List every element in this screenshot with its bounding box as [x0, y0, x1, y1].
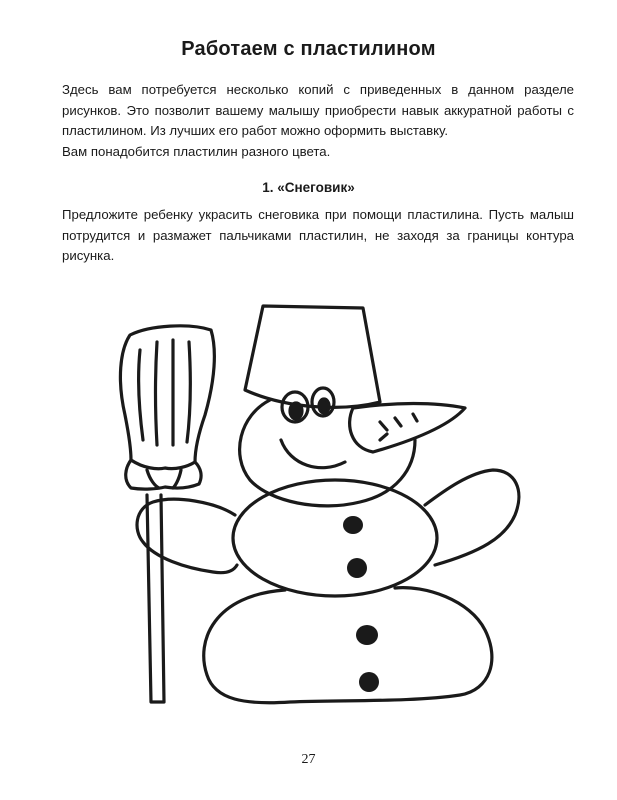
carrot-nose	[350, 404, 465, 453]
snowman-buttons	[343, 516, 379, 692]
intro-paragraph-1: Здесь вам потребуется несколько копий с приведенных в данном разделе рисунков. Это позволит вашему малышу приобрести навык аккуратной работы с пластилином. Из лучших его работ можно оформить выставку.	[62, 82, 574, 138]
snowman-left-arm	[137, 499, 237, 573]
snowman-smile	[281, 440, 345, 468]
broom-stick	[147, 495, 164, 702]
task-text	[62, 205, 574, 267]
section-heading: 1. «Снеговик»	[262, 180, 355, 195]
page-title: Работаем с пластилином	[181, 38, 436, 60]
broom-head	[120, 326, 214, 489]
task-paragraph: Предложите ребенку украсить снеговика при помощи пластилина. Пусть малыш потрудится и размажет пальчиками пластилин, не заходя за границы контура рисунка.	[62, 207, 574, 263]
snowman-right-arm	[425, 470, 519, 565]
intro-text	[62, 80, 574, 162]
intro-paragraph-2: Вам понадобится пластилин разного цвета.	[62, 143, 331, 159]
bucket-hat	[245, 306, 380, 407]
page-number: 27	[301, 752, 316, 767]
snowman-bottom-ball	[204, 588, 492, 703]
snowman-illustration	[95, 290, 535, 720]
snowman-middle-ball	[233, 480, 437, 596]
